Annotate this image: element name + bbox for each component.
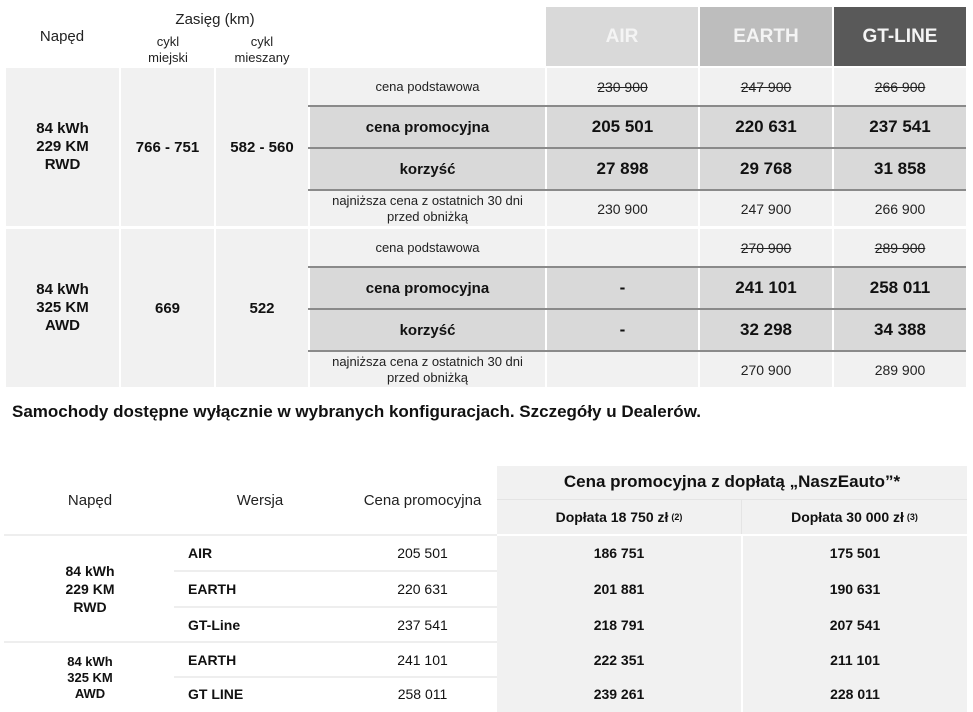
drive-line: 325 KM bbox=[36, 299, 89, 316]
drive-line: 84 kWh bbox=[36, 281, 89, 298]
drive-line: 84 kWh bbox=[36, 120, 89, 137]
t2-version-earth-awd: EARTH bbox=[188, 651, 237, 668]
t2-price: 237 541 bbox=[397, 617, 448, 633]
drive-line: 325 KM bbox=[67, 669, 113, 685]
lowest-price-air bbox=[547, 352, 698, 387]
t2-version-gtline: GT-Line bbox=[188, 617, 241, 633]
footnote-3: (3) bbox=[906, 512, 918, 522]
t2-version-earth: EARTH bbox=[188, 581, 237, 597]
row-label-benefit: korzyść bbox=[310, 149, 545, 189]
drive-line: 229 KM bbox=[65, 581, 115, 597]
row-label-lowest-price: najniższa cena z ostatnich 30 dni przed obniżką bbox=[310, 352, 545, 387]
t2-doplata-1-value: 201 881 bbox=[593, 581, 645, 597]
header-cykl-mieszany: cykl mieszany bbox=[234, 34, 290, 65]
t2-doplata-2-value: 207 541 bbox=[829, 617, 881, 633]
base-price-air bbox=[547, 229, 698, 266]
header-cykl-miejski: cykl miejski bbox=[148, 34, 188, 65]
t2-doplata-1-value: 239 261 bbox=[593, 686, 645, 702]
t2-price: 241 101 bbox=[397, 651, 448, 668]
benefit-earth: 32 298 bbox=[700, 310, 832, 350]
benefit-gtline: 34 388 bbox=[834, 310, 966, 350]
benefit-air: - bbox=[547, 310, 698, 350]
benefit-earth: 29 768 bbox=[700, 149, 832, 189]
header-zasieg: Zasięg (km) bbox=[175, 10, 255, 28]
lowest-price-earth: 270 900 bbox=[700, 352, 832, 387]
drive-cell-awd bbox=[6, 229, 119, 387]
model-header-air: AIR bbox=[546, 7, 698, 66]
t2-doplata-1-value: 218 791 bbox=[593, 617, 645, 633]
lowest-price-air: 230 900 bbox=[547, 191, 698, 226]
row-label-base-price: cena podstawowa bbox=[310, 229, 545, 266]
header-naped: Napęd bbox=[39, 27, 85, 45]
benefit-gtline: 31 858 bbox=[834, 149, 966, 189]
drive-line: 84 kWh bbox=[65, 563, 115, 579]
t2-doplata-1-value: 186 751 bbox=[593, 545, 645, 561]
t2-doplata-1-value: 222 351 bbox=[593, 651, 645, 668]
t2-doplata-2-value: 228 011 bbox=[830, 686, 880, 702]
t2-price: 205 501 bbox=[397, 545, 448, 561]
row-label-base-price: cena podstawowa bbox=[310, 68, 545, 105]
base-price-earth: 247 900 bbox=[700, 68, 832, 105]
t2-header-naped: Napęd bbox=[67, 491, 113, 509]
drive-line: RWD bbox=[44, 156, 81, 173]
promo-price-air: 205 501 bbox=[547, 107, 698, 147]
t2-version-gtline-awd: GT LINE bbox=[188, 686, 244, 702]
t2-header-doplata-1 bbox=[497, 500, 741, 534]
drive-line: RWD bbox=[73, 599, 107, 615]
row-label-lowest-price: najniższa cena z ostatnich 30 dni przed obniżką bbox=[310, 191, 545, 226]
drive-cell-rwd bbox=[6, 68, 119, 226]
row-label-promo-price: cena promocyjna bbox=[310, 268, 545, 308]
range-mixed-rwd: 582 - 560 bbox=[216, 68, 308, 226]
availability-note: Samochody dostępne wyłącznie w wybranych konfiguracjach. Szczegóły u Dealerów. bbox=[12, 402, 702, 421]
range-city-rwd: 766 - 751 bbox=[121, 68, 214, 226]
drive-line: AWD bbox=[74, 685, 106, 701]
model-header-earth: EARTH bbox=[700, 7, 832, 66]
drive-line: 84 kWh bbox=[67, 653, 113, 669]
t2-header-wersja: Wersja bbox=[236, 491, 284, 509]
t2-doplata-2-value: 175 501 bbox=[829, 545, 881, 561]
t2-doplata-2-value: 190 631 bbox=[829, 581, 881, 597]
doplata-2-label: Dopłata 30 000 zł bbox=[791, 509, 904, 525]
base-price-air: 230 900 bbox=[547, 68, 698, 105]
range-city-awd: 669 bbox=[121, 229, 214, 387]
base-price-gtline: 266 900 bbox=[834, 68, 966, 105]
promo-price-air: - bbox=[547, 268, 698, 308]
base-price-gtline: 289 900 bbox=[834, 229, 966, 266]
promo-price-earth: 220 631 bbox=[700, 107, 832, 147]
model-header-gtline: GT-LINE bbox=[834, 7, 966, 66]
lowest-price-gtline: 289 900 bbox=[834, 352, 966, 387]
t2-drive-rwd bbox=[20, 536, 160, 642]
promo-price-earth: 241 101 bbox=[700, 268, 832, 308]
t2-header-cena: Cena promocyjna bbox=[363, 491, 482, 509]
t2-price: 220 631 bbox=[397, 581, 448, 597]
range-mixed-awd: 522 bbox=[216, 229, 308, 387]
lowest-price-earth: 247 900 bbox=[700, 191, 832, 226]
row-label-benefit: korzyść bbox=[310, 310, 545, 350]
drive-line: 229 KM bbox=[36, 138, 89, 155]
t2-price: 258 011 bbox=[397, 686, 448, 702]
t2-version-air: AIR bbox=[188, 545, 213, 561]
promo-price-gtline: 258 011 bbox=[834, 268, 966, 308]
subsidy-group-header: Cena promocyjna z dopłatą „NaszEauto”* bbox=[563, 472, 901, 491]
drive-line: AWD bbox=[45, 317, 80, 334]
benefit-air: 27 898 bbox=[547, 149, 698, 189]
footnote-2: (2) bbox=[671, 512, 683, 522]
t2-header-doplata-2 bbox=[742, 500, 967, 534]
base-price-earth: 270 900 bbox=[700, 229, 832, 266]
row-label-promo-price: cena promocyjna bbox=[310, 107, 545, 147]
t2-doplata-2-value: 211 101 bbox=[830, 651, 880, 668]
lowest-price-gtline: 266 900 bbox=[834, 191, 966, 226]
promo-price-gtline: 237 541 bbox=[834, 107, 966, 147]
doplata-1-label: Dopłata 18 750 zł bbox=[555, 509, 669, 525]
t2-drive-awd bbox=[20, 643, 160, 712]
